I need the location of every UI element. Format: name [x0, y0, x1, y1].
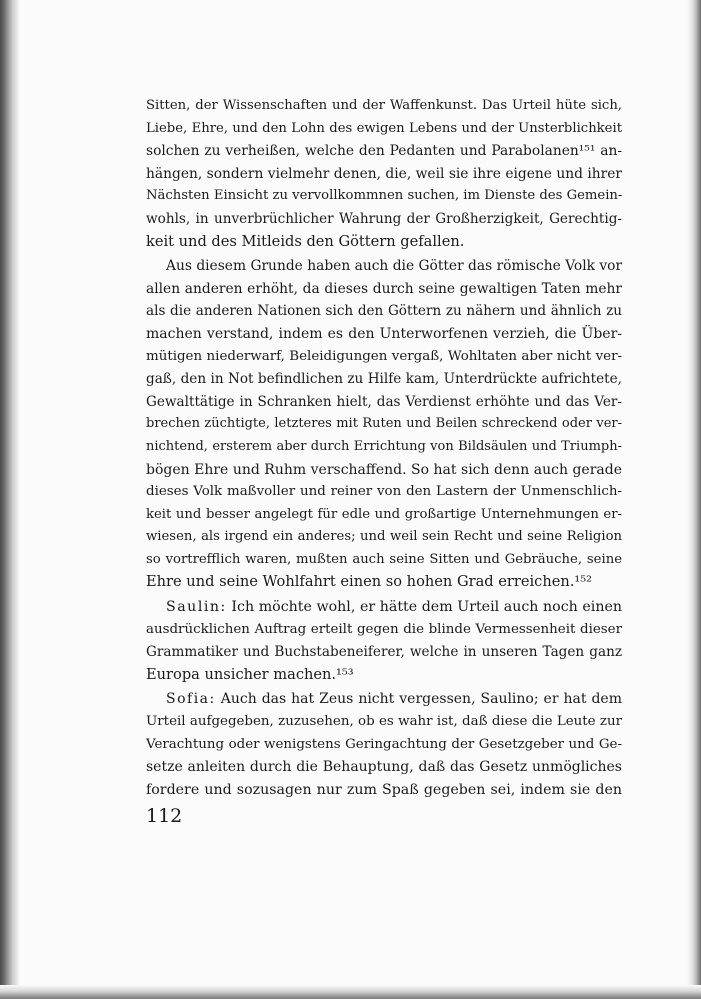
text-line: Grammatiker und Buchstabeneiferer, welche in unseren Tagen ganz	[146, 644, 622, 661]
dialogue-first-line	[146, 688, 622, 711]
text-line: dieses Volk maßvoller und reiner von den Lastern der Unmenschlich-	[146, 484, 622, 500]
scan-gutter	[0, 0, 20, 999]
text-line: machen verstand, indem es den Unterworfenen verzieh, die Über-	[146, 325, 622, 342]
text-line: Ehre und seine Wohlfahrt einen so hohen Grad erreichen.¹⁵²	[146, 573, 592, 591]
speaker-name: Sofia:	[166, 691, 216, 708]
text-line: Europa unsicher machen.¹⁵³	[146, 665, 354, 683]
text-line: bögen Ehre und Ruhm verschaffend. So hat sich denn auch gerade	[146, 461, 622, 478]
paragraph-4	[146, 688, 622, 801]
text-line: mütigen niederwarf, Beleidigungen vergaß, Wohltaten aber nicht ver-	[146, 348, 622, 364]
text-line: Verachtung oder wenigstens Geringachtung der Gesetzgeber und Ge-	[146, 736, 622, 752]
dialogue-first-line	[146, 596, 622, 619]
scan-bottom-edge	[0, 985, 701, 999]
paragraph-2	[146, 255, 622, 594]
text-line: allen anderen erhöht, da dieses durch seine gewaltigen Taten mehr	[146, 280, 622, 297]
text-line: nichtend, ersterem aber durch Errichtung von Bildsäulen und Triumph-	[146, 438, 622, 454]
text-line: Nächsten Einsicht zu vervollkommnen suchen, im Dienste des Gemein-	[146, 188, 623, 204]
text-line: Liebe, Ehre, und den Lohn des ewigen Lebens und der Unsterblichkeit	[146, 120, 622, 136]
page-number: 112	[146, 805, 183, 827]
text-line: so vortrefflich waren, mußten auch seine Sitten und Gebräuche, seine	[146, 551, 622, 567]
text-line: solchen zu verheißen, welche den Pedanten und Parabolanen¹⁵¹ an-	[146, 143, 622, 160]
scan-right-edge	[687, 0, 701, 999]
body-text	[146, 95, 622, 801]
text-line: Sitten, der Wissenschaften und der Waffenkunst. Das Urteil hüte sich,	[146, 98, 622, 113]
paragraph-3	[146, 596, 622, 686]
text-line: als die anderen Nationen sich den Göttern zu nähern und ähnlich zu	[146, 303, 622, 320]
text-line: brechen züchtigte, letzteres mit Ruten und Beilen schreckend oder ver-	[146, 416, 622, 432]
text-line: setze anleiten durch die Behauptung, daß das Gesetz unmögliches	[146, 759, 622, 776]
text-line: keit und besser angelegt für edle und großartige Unternehmungen er-	[146, 506, 622, 522]
text-line: wohls, in unverbrüchlicher Wahrung der Großherzigkeit, Gerechtig-	[146, 210, 622, 227]
text-line: keit und des Mitleids den Göttern gefallen.	[146, 232, 465, 250]
paragraph-1	[146, 95, 622, 253]
dialogue-text: Auch das hat Zeus nicht vergessen, Saulino; er hat dem	[215, 691, 622, 708]
text-line: fordere und sozusagen nur zum Spaß gegeben sei, indem sie den	[146, 781, 622, 798]
text-line: hängen, sondern vielmehr denen, die, weil sie ihre eigene und ihrer	[146, 165, 622, 182]
dialogue-text: Ich möchte wohl, er hätte dem Urteil auch noch einen	[226, 599, 622, 616]
text-line: Aus diesem Grunde haben auch die Götter das römische Volk vor	[166, 258, 623, 275]
text-line: ausdrücklichen Auftrag erteilt gegen die blinde Vermessenheit dieser	[146, 621, 622, 637]
text-line: Gewalttätige in Schranken hielt, das Verdienst erhöhte und das Ver-	[146, 393, 622, 410]
speaker-name: Saulin:	[166, 599, 227, 616]
text-line: gaß, den in Not befindlichen zu Hilfe kam, Unterdrückte aufrichtete,	[146, 371, 622, 388]
text-line: wiesen, als irgend ein anderes; und weil sein Recht und seine Religion	[146, 529, 622, 545]
text-line: Urteil aufgegeben, zuzusehen, ob es wahr ist, daß diese die Leute zur	[146, 714, 622, 730]
